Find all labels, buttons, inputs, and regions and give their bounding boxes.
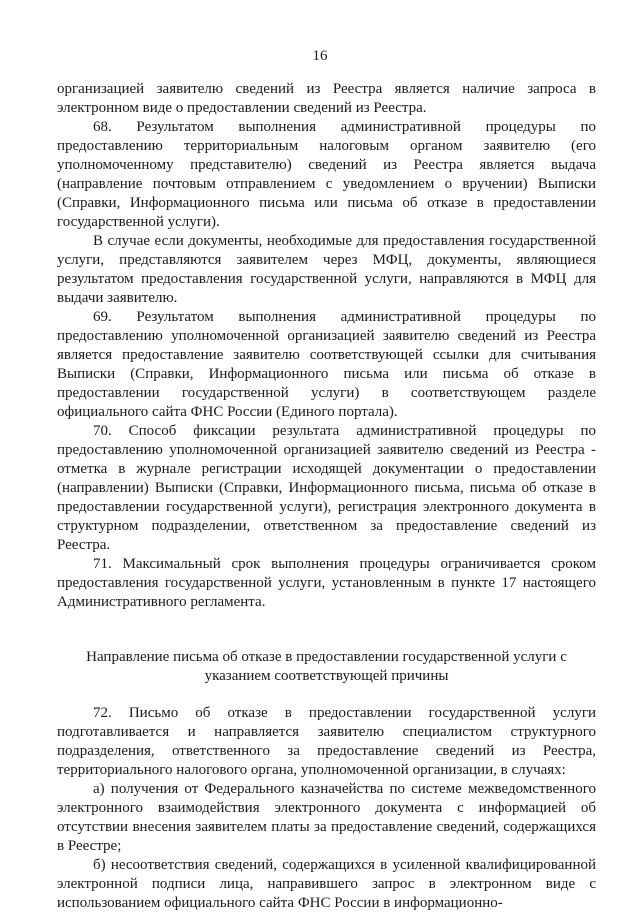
document-body bbox=[57, 80, 596, 913]
paragraph-continuation: организацией заявителю сведений из Реестра является наличие запроса в электронном виде о предоставлении сведений из Реестра. bbox=[57, 81, 596, 116]
paragraph-72-b: б) несоответствия сведений, содержащихся в усиленной квалифицированной электронной подписи лица, направившего запрос в электронном виде с использованием официального сайта ФНС России в информационно- bbox=[57, 857, 596, 911]
paragraph-69: 69. Результатом выполнения административной процедуры по предоставлению уполномоченной организацией заявителю сведений из Реестра является предоставление заявителю соответствующей ссылки для считывания Выписки (Справки, Информационного письма или письма об отказе в предоставлении государственной услуги) в соответствующем разделе официального сайта ФНС России (Единого портала). bbox=[57, 309, 596, 420]
section-heading: Направление письма об отказе в предоставлении государственной услуги с указанием соответствующей причины bbox=[86, 649, 567, 684]
paragraph-72: 72. Письмо об отказе в предоставлении государственной услуги подготавливается и направляется заявителю специалистом структурного подразделения, ответственного за предоставление сведений из Реестра, территориального налогового органа, уполномоченной организации, в случаях: bbox=[57, 705, 596, 778]
paragraph-mfc: В случае если документы, необходимые для предоставления государственной услуги, представляются заявителем через МФЦ, документы, являющиеся результатом предоставления государственной услуги, направляются в МФЦ для выдачи заявителю. bbox=[57, 233, 596, 306]
page-number: 16 bbox=[312, 48, 328, 64]
paragraph-70: 70. Способ фиксации результата административной процедуры по предоставлению уполномоченной организацией заявителю сведений из Реестра - отметка в журнале регистрации исходящей документации о предоставлении (направлении) Выписки (Справки, Информационного письма, письма об отказе в предоставлении государственной услуги), регистрация электронного документа в структурном подразделении, ответственном за предоставление сведений из Реестра. bbox=[57, 423, 596, 553]
paragraph-72-a: а) получения от Федерального казначейства по системе межведомственного электронного взаимодействия электронного документа с информацией об отсутствии внесения заявителем платы за предоставление сведений, содержащихся в Реестре; bbox=[57, 781, 596, 854]
paragraph-68: 68. Результатом выполнения административной процедуры по предоставлению территориальным налоговым органом заявителю (его уполномоченному представителю) сведений из Реестра является выдача (направление почтовым отправлением с уведомлением о вручении) Выписки (Справки, Информационного письма или письма об отказе в предоставлении государственной услуги). bbox=[57, 119, 596, 230]
paragraph-71: 71. Максимальный срок выполнения процедуры ограничивается сроком предоставления государственной услуги, установленным в пункте 17 настоящего Административного регламента. bbox=[57, 556, 596, 610]
